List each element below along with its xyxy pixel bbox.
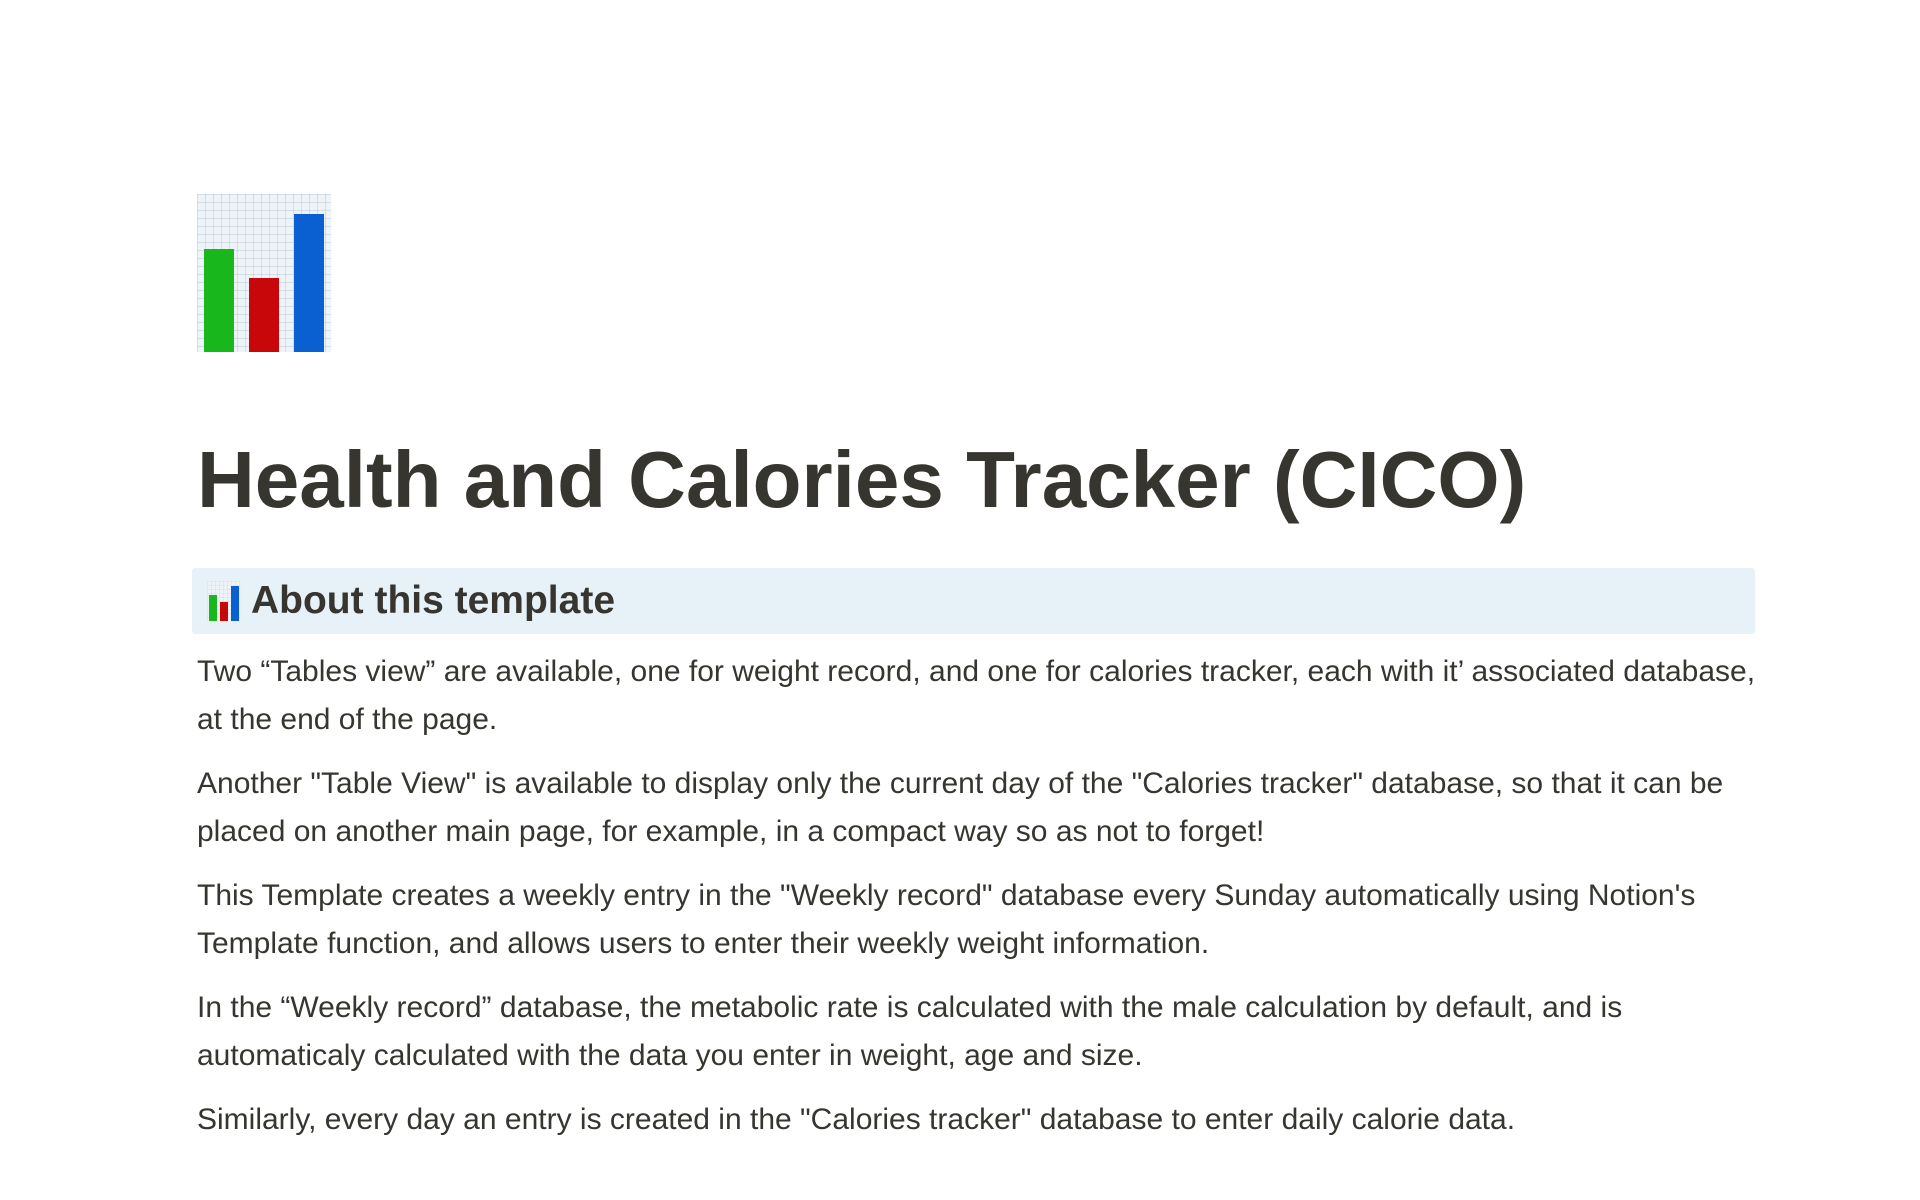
paragraph[interactable]: Two “Tables view” are available, one for weight record, and one for calories tracker, each with it’ associated database, at the end of the page. [197, 655, 1756, 736]
section-heading-block[interactable] [192, 568, 1755, 634]
paragraph[interactable]: In the “Weekly record” database, the metabolic rate is calculated with the male calculation by default, and is automaticaly calculated with the data you enter in weight, age and size. [197, 991, 1623, 1072]
page-title[interactable]: Health and Calories Tracker (CICO) [197, 435, 1527, 524]
bar-chart-icon [207, 581, 241, 621]
paragraph[interactable]: Similarly, every day an entry is created in the "Calories tracker" database to enter daily calorie data. [197, 1103, 1516, 1136]
page-content [197, 194, 1757, 1160]
section-heading: About this template [251, 579, 616, 622]
paragraph[interactable]: This Template creates a weekly entry in the "Weekly record" database every Sunday automatically using Notion's Template function, and allows users to enter their weekly weight information. [197, 879, 1696, 960]
paragraph[interactable]: Another "Table View" is available to display only the current day of the "Calories tracker" database, so that it can be placed on another main page, for example, in a compact way so as not to forget! [197, 767, 1724, 848]
bar-chart-icon[interactable] [197, 194, 331, 352]
